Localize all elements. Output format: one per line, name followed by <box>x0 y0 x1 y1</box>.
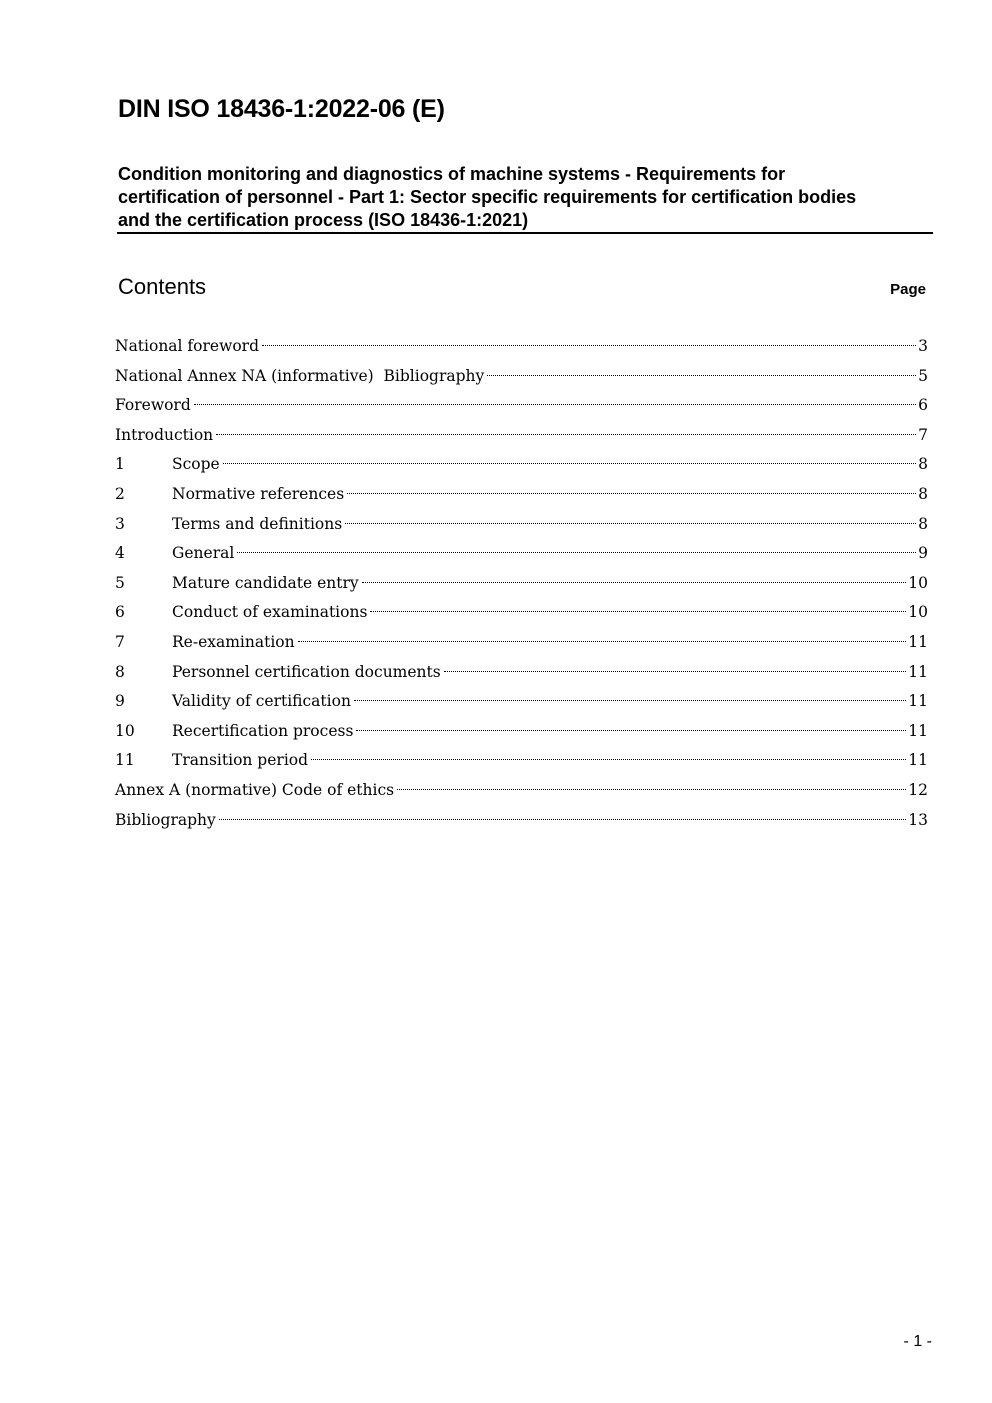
toc-entry-validity-of-certification[interactable] <box>115 687 928 717</box>
toc-entry-title: National foreword <box>115 337 260 355</box>
toc-entry-title: Scope <box>172 455 220 474</box>
toc-entry-title: Terms and definitions <box>172 514 343 533</box>
document-subtitle: Condition monitoring and diagnostics of machine systems - Requirements for certification of personnel - Part 1: Sector specific requirements for certification bodies and the certification process (ISO 18436-1:2021) <box>118 164 857 230</box>
toc-dot-leader <box>237 552 916 553</box>
toc-entry-title: Recertification process <box>172 721 354 740</box>
toc-entry-scope[interactable] <box>115 450 928 480</box>
toc-dot-leader <box>262 345 916 346</box>
toc-dot-leader <box>354 700 906 701</box>
toc-entry-number: 9 <box>115 692 125 711</box>
toc-entry-title: Introduction <box>115 425 214 444</box>
toc-entry-number: 5 <box>115 573 125 592</box>
toc-entry-re-examination[interactable] <box>115 628 928 658</box>
toc-entry-page: 11 <box>908 662 928 681</box>
toc-dot-leader <box>298 641 907 642</box>
toc-entry-transition-period[interactable] <box>115 746 928 776</box>
toc-entry-page: 8 <box>918 455 928 474</box>
toc-entry-page: 11 <box>908 692 928 711</box>
toc-entry-page: 3 <box>918 337 928 355</box>
toc-entry-title: Annex A (normative) Code of ethics <box>115 780 395 799</box>
table-of-contents <box>115 332 928 835</box>
toc-entry-page: 12 <box>908 780 928 799</box>
toc-entry-number: 6 <box>115 603 125 622</box>
toc-dot-leader <box>356 730 906 731</box>
toc-entry-title: Transition period <box>172 751 309 770</box>
contents-heading: Contents <box>118 274 207 299</box>
toc-dot-leader <box>345 523 916 524</box>
toc-entry-title: Validity of certification <box>172 692 351 711</box>
toc-entry-recertification-process[interactable] <box>115 717 928 747</box>
toc-entry-number: 2 <box>115 484 125 503</box>
toc-entry-page: 8 <box>918 484 928 503</box>
toc-entry-title: Mature candidate entry <box>172 573 359 592</box>
toc-dot-leader <box>362 582 907 583</box>
toc-entry-conduct-of-examinations[interactable] <box>115 598 928 628</box>
toc-dot-leader <box>370 611 906 612</box>
toc-entry-normative-references[interactable] <box>115 480 928 510</box>
toc-dot-leader <box>216 434 916 435</box>
toc-entry-page: 10 <box>908 573 928 592</box>
toc-entry-title: Foreword <box>115 396 191 415</box>
toc-dot-leader <box>397 789 906 790</box>
toc-entry-page: 13 <box>908 810 928 829</box>
toc-entry-page: 7 <box>918 425 928 444</box>
toc-entry-title: General <box>172 544 235 563</box>
toc-entry-national-foreword[interactable] <box>115 332 928 362</box>
toc-entry-title: Conduct of examinations <box>172 603 368 622</box>
toc-entry-page: 8 <box>918 514 928 533</box>
toc-entry-personnel-certification-documents[interactable] <box>115 658 928 688</box>
toc-entry-title: Normative references <box>172 484 345 503</box>
toc-entry-terms-and-definitions[interactable] <box>115 510 928 540</box>
toc-entry-number: 11 <box>115 751 135 770</box>
toc-entry-page: 11 <box>908 721 928 740</box>
toc-dot-leader <box>487 375 916 376</box>
toc-entry-annex-a[interactable] <box>115 776 928 806</box>
toc-entry-introduction[interactable] <box>115 421 928 451</box>
toc-entry-mature-candidate-entry[interactable] <box>115 569 928 599</box>
toc-dot-leader <box>219 819 907 820</box>
toc-entry-page: 6 <box>918 396 928 415</box>
toc-entry-page: 10 <box>908 603 928 622</box>
toc-entry-general[interactable] <box>115 539 928 569</box>
toc-entry-national-annex-na[interactable] <box>115 362 928 392</box>
subtitle-rule <box>117 232 933 234</box>
toc-entry-foreword[interactable] <box>115 391 928 421</box>
toc-entry-title: Bibliography <box>115 810 216 829</box>
toc-entry-number: 1 <box>115 455 125 474</box>
toc-entry-page: 11 <box>908 632 928 651</box>
toc-entry-page: 5 <box>918 366 928 385</box>
toc-dot-leader <box>223 463 916 464</box>
toc-entry-bibliography[interactable] <box>115 806 928 836</box>
toc-entry-page: 11 <box>908 751 928 770</box>
toc-entry-number: 10 <box>115 721 135 740</box>
toc-entry-title: Personnel certification documents <box>172 662 441 681</box>
toc-dot-leader <box>347 493 916 494</box>
toc-entry-page: 9 <box>918 544 928 563</box>
toc-dot-leader <box>194 404 916 405</box>
document-title: DIN ISO 18436-1:2022-06 (E) <box>118 95 445 123</box>
toc-entry-title: Re-examination <box>172 632 295 651</box>
toc-dot-leader <box>444 671 907 672</box>
toc-entry-number: 8 <box>115 662 125 681</box>
toc-entry-title: National Annex NA (informative) Bibliography <box>115 366 485 385</box>
toc-entry-number: 7 <box>115 632 125 651</box>
toc-dot-leader <box>311 759 906 760</box>
page-column-label: Page <box>890 281 926 298</box>
toc-entry-number: 4 <box>115 544 125 563</box>
toc-entry-number: 3 <box>115 514 125 533</box>
page-number: - 1 - <box>903 1333 932 1350</box>
